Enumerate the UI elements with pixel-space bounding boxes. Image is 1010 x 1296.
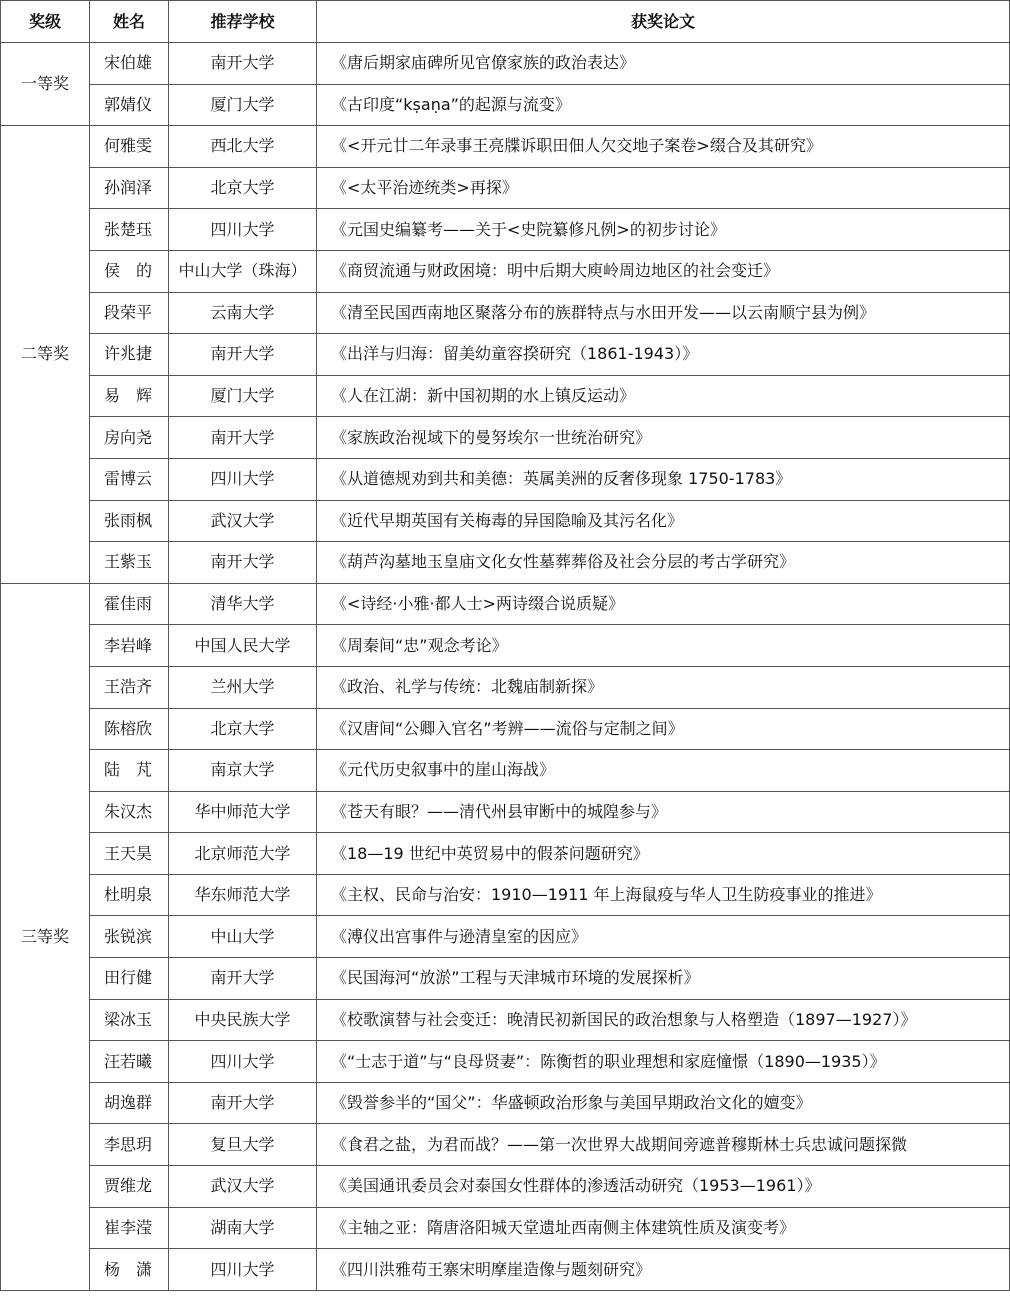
table-row [1, 1082, 1010, 1124]
paper-cell: 《溥仪出宫事件与逊清皇室的因应》 [317, 916, 1010, 958]
name-cell: 房向尧 [90, 417, 169, 459]
paper-cell: 《元国史编纂考——关于<史院纂修凡例>的初步讨论》 [317, 209, 1010, 251]
table-row [1, 1124, 1010, 1166]
award-level-cell: 三等奖 [1, 583, 90, 1290]
paper-cell: 《18—19 世纪中英贸易中的假茶问题研究》 [317, 833, 1010, 875]
table-row [1, 209, 1010, 251]
table-row [1, 292, 1010, 334]
school-cell: 武汉大学 [169, 1166, 317, 1208]
name-cell: 汪若曦 [90, 1041, 169, 1083]
school-cell: 南京大学 [169, 750, 317, 792]
paper-cell: 《校歌演替与社会变迁：晚清民初新国民的政治想象与人格塑造（1897—1927）》 [317, 999, 1010, 1041]
paper-cell: 《<诗经·小雅·都人士>两诗缀合说质疑》 [317, 583, 1010, 625]
paper-cell: 《周秦间“忠”观念考论》 [317, 625, 1010, 667]
name-cell: 王浩齐 [90, 666, 169, 708]
paper-cell: 《出洋与归海：留美幼童容揆研究（1861-1943）》 [317, 334, 1010, 376]
school-cell: 南开大学 [169, 1082, 317, 1124]
school-cell: 南开大学 [169, 417, 317, 459]
paper-cell: 《元代历史叙事中的崖山海战》 [317, 750, 1010, 792]
paper-cell: 《“士志于道”与“良母贤妻”：陈衡哲的职业理想和家庭憧憬（1890—1935）》 [317, 1041, 1010, 1083]
name-cell: 梁冰玉 [90, 999, 169, 1041]
name-cell: 朱汉杰 [90, 791, 169, 833]
table-row [1, 126, 1010, 168]
name-cell: 侯 的 [90, 250, 169, 292]
table-row [1, 708, 1010, 750]
name-cell: 宋伯雄 [90, 43, 169, 85]
school-cell: 四川大学 [169, 1249, 317, 1291]
table-row [1, 750, 1010, 792]
school-cell: 厦门大学 [169, 375, 317, 417]
paper-cell: 《食君之盐，为君而战？——第一次世界大战期间旁遮普穆斯林士兵忠诚问题探微 [317, 1124, 1010, 1166]
award-level-cell: 一等奖 [1, 43, 90, 126]
header-school: 推荐学校 [169, 1, 317, 43]
paper-cell: 《<开元廿二年录事王亮牒诉职田佃人欠交地子案卷>缀合及其研究》 [317, 126, 1010, 168]
paper-cell: 《<太平治迹统类>再探》 [317, 167, 1010, 209]
school-cell: 武汉大学 [169, 500, 317, 542]
school-cell: 复旦大学 [169, 1124, 317, 1166]
table-row [1, 833, 1010, 875]
name-cell: 胡逸群 [90, 1082, 169, 1124]
paper-cell: 《四川洪雅苟王寨宋明摩崖造像与题刻研究》 [317, 1249, 1010, 1291]
table-row [1, 958, 1010, 1000]
header-paper: 获奖论文 [317, 1, 1010, 43]
school-cell: 四川大学 [169, 458, 317, 500]
paper-cell: 《毁誉参半的“国父”：华盛顿政治形象与美国早期政治文化的嬗变》 [317, 1082, 1010, 1124]
name-cell: 霍佳雨 [90, 583, 169, 625]
school-cell: 中山大学（珠海） [169, 250, 317, 292]
school-cell: 北京大学 [169, 708, 317, 750]
name-cell: 雷博云 [90, 458, 169, 500]
school-cell: 南开大学 [169, 334, 317, 376]
school-cell: 厦门大学 [169, 84, 317, 126]
name-cell: 李思玥 [90, 1124, 169, 1166]
name-cell: 张楚珏 [90, 209, 169, 251]
table-row [1, 84, 1010, 126]
school-cell: 南开大学 [169, 542, 317, 584]
school-cell: 云南大学 [169, 292, 317, 334]
school-cell: 湖南大学 [169, 1207, 317, 1249]
paper-cell: 《唐后期家庙碑所见官僚家族的政治表达》 [317, 43, 1010, 85]
school-cell: 中央民族大学 [169, 999, 317, 1041]
paper-cell: 《商贸流通与财政困境：明中后期大庾岭周边地区的社会变迁》 [317, 250, 1010, 292]
name-cell: 贾维龙 [90, 1166, 169, 1208]
name-cell: 田行健 [90, 958, 169, 1000]
table-row [1, 43, 1010, 85]
table-row [1, 666, 1010, 708]
name-cell: 李岩峰 [90, 625, 169, 667]
table-row [1, 916, 1010, 958]
paper-cell: 《政治、礼学与传统：北魏庙制新探》 [317, 666, 1010, 708]
paper-cell: 《近代早期英国有关梅毒的异国隐喻及其污名化》 [317, 500, 1010, 542]
paper-cell: 《苍天有眼？——清代州县审断中的城隍参与》 [317, 791, 1010, 833]
name-cell: 段荣平 [90, 292, 169, 334]
paper-cell: 《主权、民命与治安：1910—1911 年上海鼠疫与华人卫生防疫事业的推进》 [317, 874, 1010, 916]
school-cell: 北京师范大学 [169, 833, 317, 875]
paper-cell: 《汉唐间“公卿入官名”考辨——流俗与定制之间》 [317, 708, 1010, 750]
name-cell: 杜明泉 [90, 874, 169, 916]
school-cell: 兰州大学 [169, 666, 317, 708]
header-level: 奖级 [1, 1, 90, 43]
table-row [1, 375, 1010, 417]
award-level-cell: 二等奖 [1, 126, 90, 584]
paper-cell: 《家族政治视域下的曼努埃尔一世统治研究》 [317, 417, 1010, 459]
school-cell: 华中师范大学 [169, 791, 317, 833]
name-cell: 许兆捷 [90, 334, 169, 376]
table-row [1, 791, 1010, 833]
name-cell: 王天昊 [90, 833, 169, 875]
table-row [1, 542, 1010, 584]
paper-cell: 《清至民国西南地区聚落分布的族群特点与水田开发——以云南顺宁县为例》 [317, 292, 1010, 334]
header-name: 姓名 [90, 1, 169, 43]
name-cell: 孙润泽 [90, 167, 169, 209]
school-cell: 北京大学 [169, 167, 317, 209]
table-row [1, 625, 1010, 667]
name-cell: 郭婧仪 [90, 84, 169, 126]
name-cell: 崔李滢 [90, 1207, 169, 1249]
name-cell: 陆 芃 [90, 750, 169, 792]
school-cell: 中山大学 [169, 916, 317, 958]
table-row [1, 1041, 1010, 1083]
school-cell: 南开大学 [169, 43, 317, 85]
name-cell: 杨 潇 [90, 1249, 169, 1291]
school-cell: 清华大学 [169, 583, 317, 625]
header-row [1, 1, 1010, 43]
paper-cell: 《美国通讯委员会对泰国女性群体的渗透活动研究（1953—1961）》 [317, 1166, 1010, 1208]
name-cell: 何雅雯 [90, 126, 169, 168]
school-cell: 四川大学 [169, 1041, 317, 1083]
paper-cell: 《人在江湖：新中国初期的水上镇反运动》 [317, 375, 1010, 417]
paper-cell: 《葫芦沟墓地玉皇庙文化女性墓葬葬俗及社会分层的考古学研究》 [317, 542, 1010, 584]
name-cell: 张锐滨 [90, 916, 169, 958]
name-cell: 陈榕欣 [90, 708, 169, 750]
paper-cell: 《主轴之亚：隋唐洛阳城天堂遗址西南侧主体建筑性质及演变考》 [317, 1207, 1010, 1249]
school-cell: 西北大学 [169, 126, 317, 168]
table-row [1, 458, 1010, 500]
table-row [1, 417, 1010, 459]
school-cell: 中国人民大学 [169, 625, 317, 667]
paper-cell: 《从道德规劝到共和美德：英属美洲的反奢侈现象 1750-1783》 [317, 458, 1010, 500]
table-row [1, 1207, 1010, 1249]
table-row [1, 167, 1010, 209]
name-cell: 张雨枫 [90, 500, 169, 542]
table-row [1, 250, 1010, 292]
table-row [1, 999, 1010, 1041]
table-row [1, 583, 1010, 625]
name-cell: 王紫玉 [90, 542, 169, 584]
table-row [1, 1249, 1010, 1291]
table-row [1, 334, 1010, 376]
name-cell: 易 辉 [90, 375, 169, 417]
table-row [1, 500, 1010, 542]
table-row [1, 1166, 1010, 1208]
awards-body [1, 43, 1010, 1291]
school-cell: 华东师范大学 [169, 874, 317, 916]
school-cell: 南开大学 [169, 958, 317, 1000]
school-cell: 四川大学 [169, 209, 317, 251]
paper-cell: 《古印度“kṣaṇa”的起源与流变》 [317, 84, 1010, 126]
paper-cell: 《民国海河“放淤”工程与天津城市环境的发展探析》 [317, 958, 1010, 1000]
table-row [1, 874, 1010, 916]
